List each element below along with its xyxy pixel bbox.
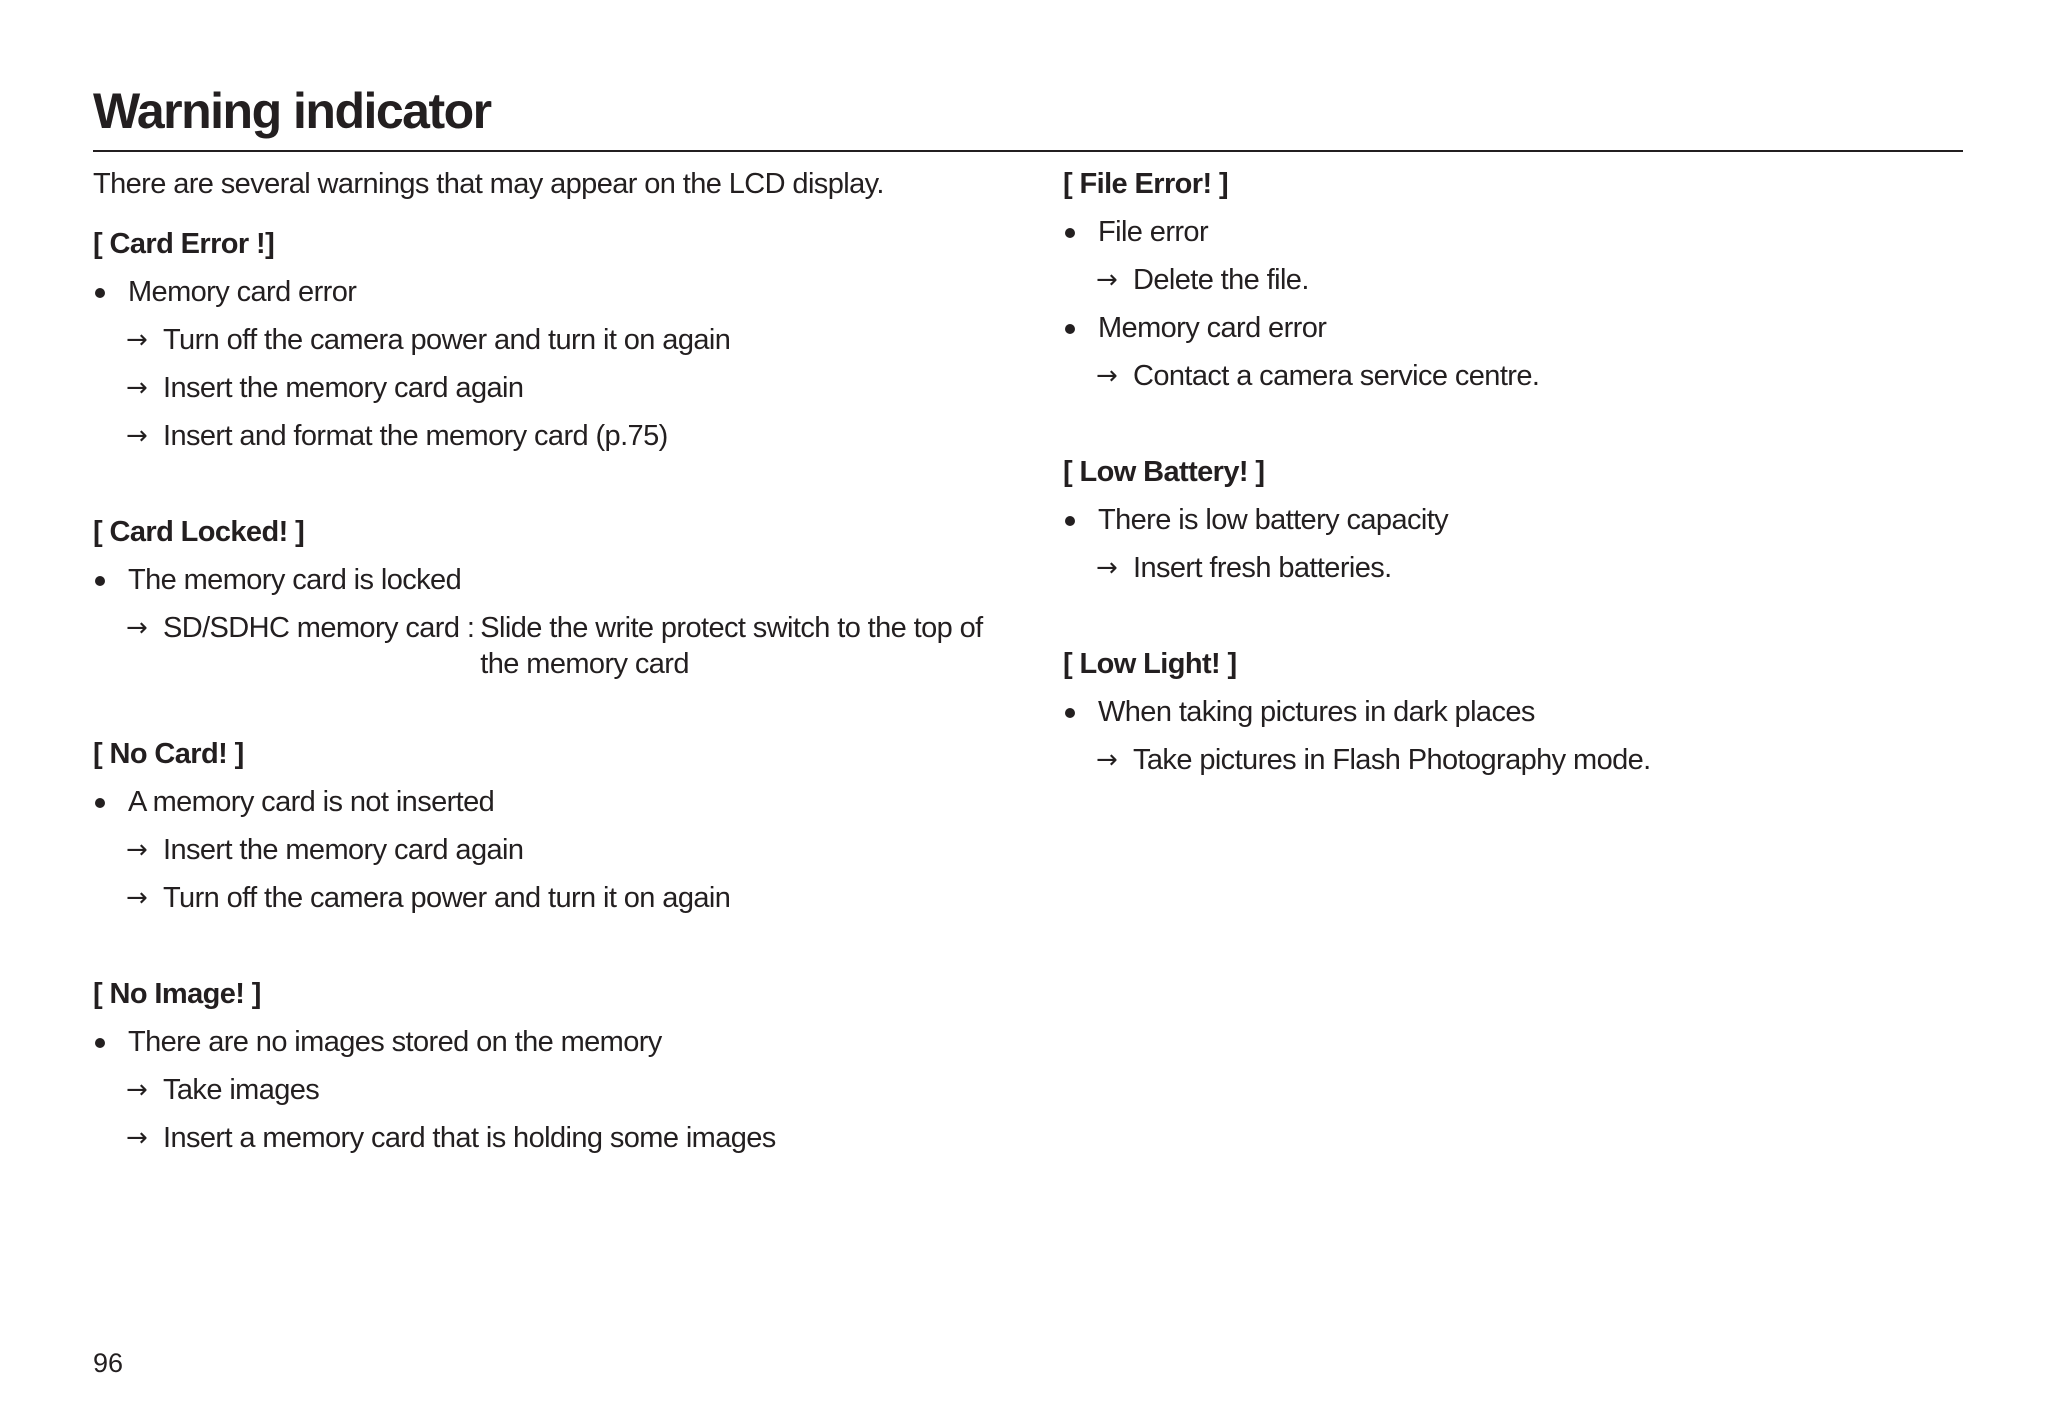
action-text: Take images	[163, 1074, 320, 1106]
arrow-right-icon: →	[1096, 361, 1118, 391]
bullet-text: File error	[1098, 216, 1209, 248]
arrow-right-icon: →	[126, 883, 148, 913]
section-heading-no-card: [ No Card! ]	[93, 738, 244, 770]
page-title: Warning indicator	[93, 83, 491, 139]
bullet-text: The memory card is locked	[128, 564, 462, 596]
bullet-text: A memory card is not inserted	[128, 786, 495, 818]
action-item	[1063, 256, 1963, 304]
arrow-right-icon: →	[1096, 265, 1118, 295]
page-number: 96	[93, 1348, 124, 1378]
arrow-right-icon: →	[1096, 745, 1118, 775]
action-label: SD/SDHC memory card :	[163, 612, 475, 644]
action-item	[93, 826, 1013, 874]
action-text: Delete the file.	[1133, 264, 1309, 296]
action-text: Insert and format the memory card (p.75)	[163, 420, 668, 452]
bullet-item	[1063, 208, 1963, 256]
action-text: Insert fresh batteries.	[1133, 552, 1392, 584]
arrow-right-icon: →	[126, 835, 148, 865]
arrow-right-icon: →	[126, 325, 148, 355]
bullet-item	[1063, 304, 1963, 352]
action-text: Slide the write protect switch to the top of the memory card	[480, 612, 983, 680]
action-item	[93, 412, 1013, 460]
arrow-right-icon: →	[126, 1123, 148, 1153]
left-column	[93, 160, 1013, 1162]
bullet-text: Memory card error	[128, 276, 357, 308]
arrow-right-icon: →	[126, 421, 148, 451]
arrow-right-icon: →	[126, 613, 148, 643]
bullet-item	[93, 1018, 1013, 1066]
action-item	[1063, 544, 1963, 592]
action-item	[93, 874, 1013, 922]
action-item	[1063, 736, 1963, 784]
action-item	[1063, 352, 1963, 400]
action-text: Contact a camera service centre.	[1133, 360, 1540, 392]
action-text: Turn off the camera power and turn it on again	[163, 882, 731, 914]
intro-text: There are several warnings that may appear on the LCD display.	[93, 168, 884, 200]
action-item	[93, 604, 1013, 682]
section-heading-low-light: [ Low Light! ]	[1063, 648, 1237, 680]
section-heading-card-locked: [ Card Locked! ]	[93, 516, 305, 548]
bullet-item	[1063, 688, 1963, 736]
bullet-item	[93, 268, 1013, 316]
bullet-icon	[95, 576, 105, 586]
action-item	[93, 364, 1013, 412]
bullet-icon	[1065, 516, 1075, 526]
action-text: Insert a memory card that is holding some images	[163, 1122, 776, 1154]
section-heading-no-image: [ No Image! ]	[93, 978, 261, 1010]
action-text: Turn off the camera power and turn it on again	[163, 324, 731, 356]
action-text: Insert the memory card again	[163, 834, 524, 866]
action-item	[93, 1114, 1013, 1162]
bullet-text: When taking pictures in dark places	[1098, 696, 1535, 728]
bullet-icon	[95, 798, 105, 808]
section-heading-card-error: [ Card Error !]	[93, 228, 275, 260]
bullet-text: Memory card error	[1098, 312, 1327, 344]
bullet-text: There are no images stored on the memory	[128, 1026, 662, 1058]
bullet-item	[93, 556, 1013, 604]
action-item	[93, 1066, 1013, 1114]
bullet-icon	[1065, 324, 1075, 334]
bullet-item	[1063, 496, 1963, 544]
bullet-item	[93, 778, 1013, 826]
arrow-right-icon: →	[126, 373, 148, 403]
action-text: Take pictures in Flash Photography mode.	[1133, 744, 1651, 776]
action-item	[93, 316, 1013, 364]
bullet-text: There is low battery capacity	[1098, 504, 1449, 536]
title-divider	[93, 150, 1963, 152]
bullet-icon	[1065, 228, 1075, 238]
section-heading-low-battery: [ Low Battery! ]	[1063, 456, 1265, 488]
action-text: Insert the memory card again	[163, 372, 524, 404]
bullet-icon	[95, 288, 105, 298]
bullet-icon	[95, 1038, 105, 1048]
arrow-right-icon: →	[1096, 553, 1118, 583]
section-heading-file-error: [ File Error! ]	[1063, 168, 1229, 200]
bullet-icon	[1065, 708, 1075, 718]
right-column	[1063, 160, 1963, 784]
arrow-right-icon: →	[126, 1075, 148, 1105]
